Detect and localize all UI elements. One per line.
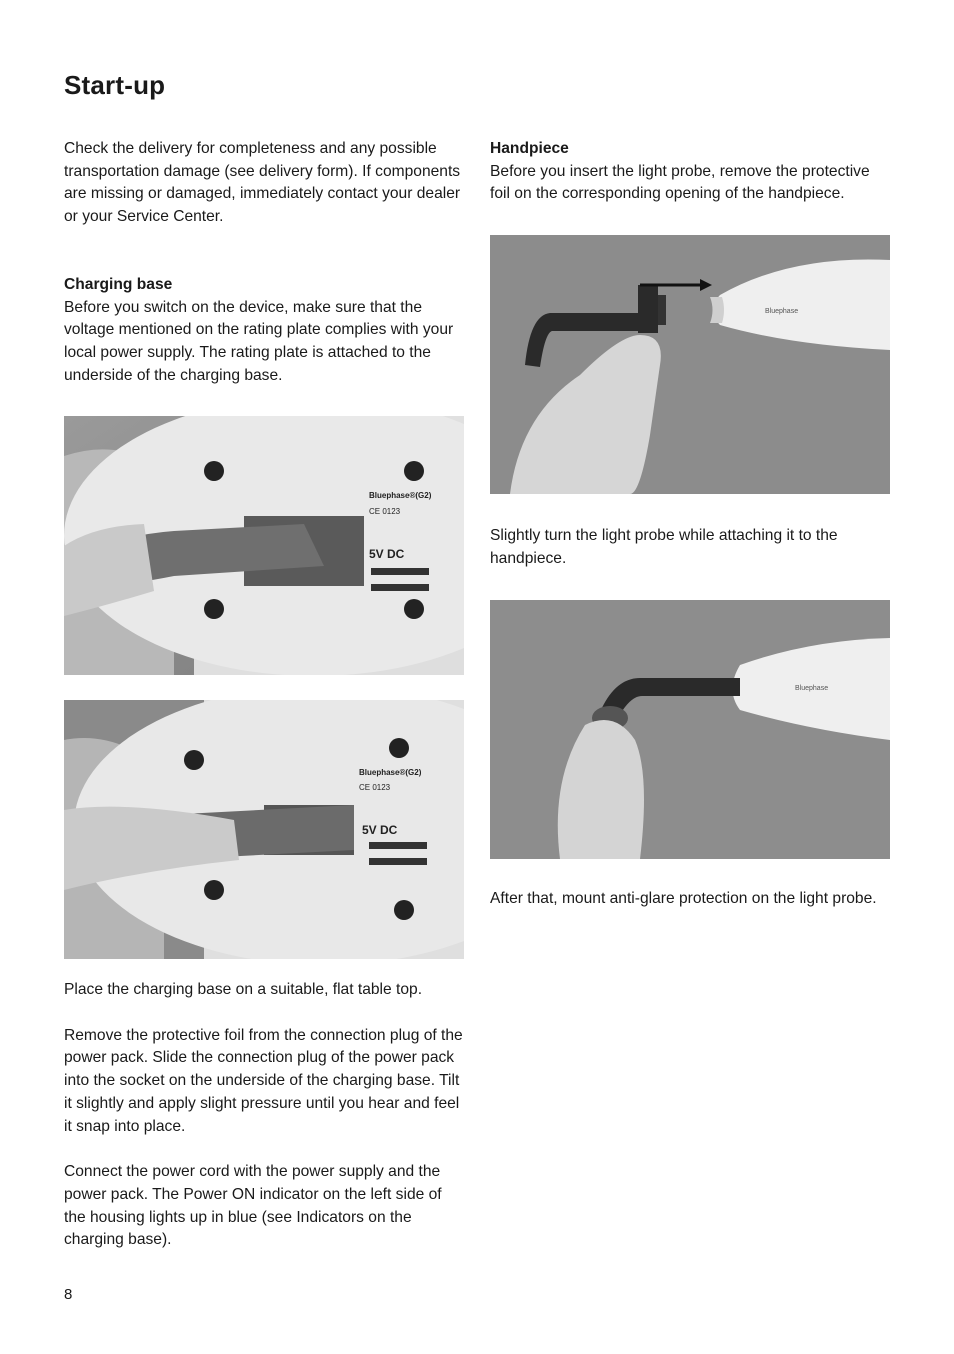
connect-paragraph: Connect the power cord with the power supply and the power pack. The Power ON indicator on the left side of the housing lights up in blue (see Indicators on the charging base). [64, 1163, 442, 1249]
handpiece-photo-2 [490, 600, 890, 859]
photo2-voltage-label: 5V DC [362, 823, 398, 837]
photo-ce-label: CE 0123 [369, 507, 401, 516]
photo-voltage-label: 5V DC [369, 547, 405, 561]
place-paragraph: Place the charging base on a suitable, flat table top. [64, 981, 423, 998]
antiglare-paragraph: After that, mount anti-glare protection on the light probe. [490, 890, 877, 907]
turn-section [490, 525, 890, 570]
page-number: 8 [64, 1286, 73, 1303]
antiglare-section [490, 888, 890, 911]
turn-paragraph: Slightly turn the light probe while attaching it to the handpiece. [490, 527, 838, 567]
charging-base-section [64, 274, 464, 388]
handpiece-section [490, 138, 890, 206]
handpiece-heading: Handpiece [490, 140, 569, 157]
handpiece-paragraph: Before you insert the light probe, remove the protective foil on the corresponding opening of the handpiece. [490, 162, 870, 203]
handpiece-photo-1 [490, 235, 890, 494]
photo2-ce-label: CE 0123 [359, 783, 391, 792]
charging-base-paragraph: Before you switch on the device, make sure that the voltage mentioned on the rating plate complies with your local power supply. The rating plate is attached to the underside of the charging base. [64, 298, 454, 384]
photo-brand-label: Bluephase [765, 308, 799, 315]
charging-base-photo-1 [64, 416, 464, 675]
remove-foil-paragraph: Remove the protective foil from the connection plug of the power pack. Slide the connection plug of the power pack into the socket on the underside of the charging base. Tilt it slightly and apply slight pressure until you hear and feel it snap into place. [64, 1026, 463, 1135]
photo2-brand-label: Bluephase [795, 685, 829, 692]
placement-section [64, 979, 464, 1252]
intro-paragraph: Check the delivery for completeness and any possible transportation damage (see delivery form). If components are missing or damaged, immediately contact your dealer or your Service Center. [64, 140, 461, 226]
left-column [64, 138, 464, 229]
photo-model-label: Bluephase®(G2) [369, 491, 432, 500]
photo2-model-label: Bluephase®(G2) [359, 768, 422, 777]
page-title: Start-up [64, 70, 166, 100]
charging-base-heading: Charging base [64, 276, 173, 293]
charging-base-photo-2 [64, 700, 464, 959]
